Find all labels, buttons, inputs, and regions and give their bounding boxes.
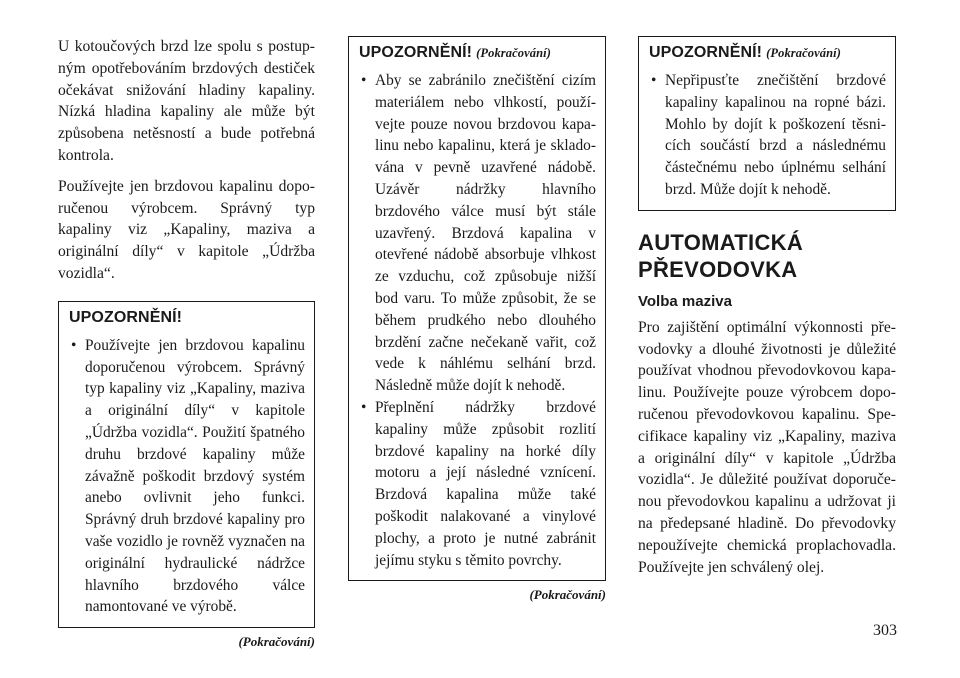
warning-item: • Nepřipusťte znečištění brzdové kapaliny kapalinou na ropné bázi. Mohlo by dojít k poškození těsnicích součástí brzd a následnému částečnému nebo úplnému selhání brzd. Může dojít k nehodě. — [649, 70, 886, 201]
warning-box-brake-fluid — [58, 301, 315, 628]
subsection-title: Volba maziva — [638, 292, 732, 310]
column-middle — [348, 36, 606, 603]
warning-box-petroleum — [638, 36, 896, 211]
warning-list — [649, 70, 886, 201]
warning-item: • Přeplnění nádržky brzdové kapaliny může způsobit rozlití brzdové kapaliny na horké díly motoru a její následné vznícení. Brzdová kapalina může také poškodit nalakované a vinylové plochy, a proto je nutné zabránit jejímu styku s těmito povrchy. — [359, 397, 596, 571]
continued-note: (Pokračování) — [238, 634, 315, 650]
warning-box-contamination — [348, 36, 606, 581]
transmission-paragraph: Pro zajištění optimální výkonnosti převodovky a dlouhé životnosti je důležité používat vhodnou převodovkovou kapalinu. Používejte pouze výrobcem doporučenou převodovkovou kapalinu. Specifikace kapaliny viz „Kapaliny, maziva a originální díly“ v kapitole „Údržba vozidla“. Je důležité používat doporučenou převodovkou kapalinu a udržovat ji na předepsané hladině. Do převodovky nepoužívejte chemická proplachovadla. Používejte jen schválený olej. — [638, 318, 896, 576]
warning-title: UPOZORNĚNÍ! (Pokračování) — [649, 44, 842, 61]
section-title: AUTOMATICKÁ PŘEVODOVKA — [638, 229, 804, 282]
column-left — [58, 36, 315, 650]
continued-tag: (Pokračování) — [476, 46, 552, 60]
intro-paragraph: U kotoučových brzd lze spolu s postupným opotřebováním brzdových destiček očekávat snižování hladiny kapaliny. Nízká hladina kapaliny ale může být způsobena netěsností a bude potřebná kontrola. — [58, 38, 315, 164]
warning-title: UPOZORNĚNÍ! — [69, 308, 183, 326]
continued-note: (Pokračování) — [529, 587, 606, 603]
warning-item: • Používejte jen brzdovou kapalinu doporučenou výrobcem. Správný typ kapaliny viz „Kapaliny, maziva a originální díly“ v kapitole „Údržba vozidla“. Použití špatného druhu brzdové kapaliny může závažně poškodit brzdový systém anebo ovlivnit jeho funkci. Správný druh brzdové kapaliny pro vaše vozidlo je rovněž vyznačen na originální hydraulické nádržce hlavního brzdového válce namontované ve výrobě. — [69, 335, 305, 618]
warning-item: • Aby se zabránilo znečištění cizím materiálem nebo vlhkostí, používejte pouze novou brzdovou kapalinu nebo kapalinu, která je skladována v pevně uzavřené nádobě. Uzávěr nádržky hlavního brzdového válce musí být stále uzavřený. Brzdová kapalina v otevřené nádobě absorbuje vlhkost ze vzduchu, což způsobuje nižší bod varu. To může způsobit, že se během prudkého nebo dlouhého brzdění začne nečekaně vařit, což vede k náhlému selhání brzd. Následně může dojít k nehodě. — [359, 70, 596, 397]
warning-list — [359, 70, 596, 571]
column-right — [638, 36, 896, 587]
fluid-type-paragraph: Používejte jen brzdovou kapalinu doporučenou výrobcem. Správný typ kapaliny viz „Kapaliny, maziva a originální díly“ v kapitole „Údržba vozidla“. — [58, 177, 315, 282]
warning-list — [69, 335, 305, 618]
continued-tag: (Pokračování) — [766, 46, 842, 60]
page-number: 303 — [873, 622, 897, 639]
warning-title: UPOZORNĚNÍ! (Pokračování) — [359, 44, 552, 61]
